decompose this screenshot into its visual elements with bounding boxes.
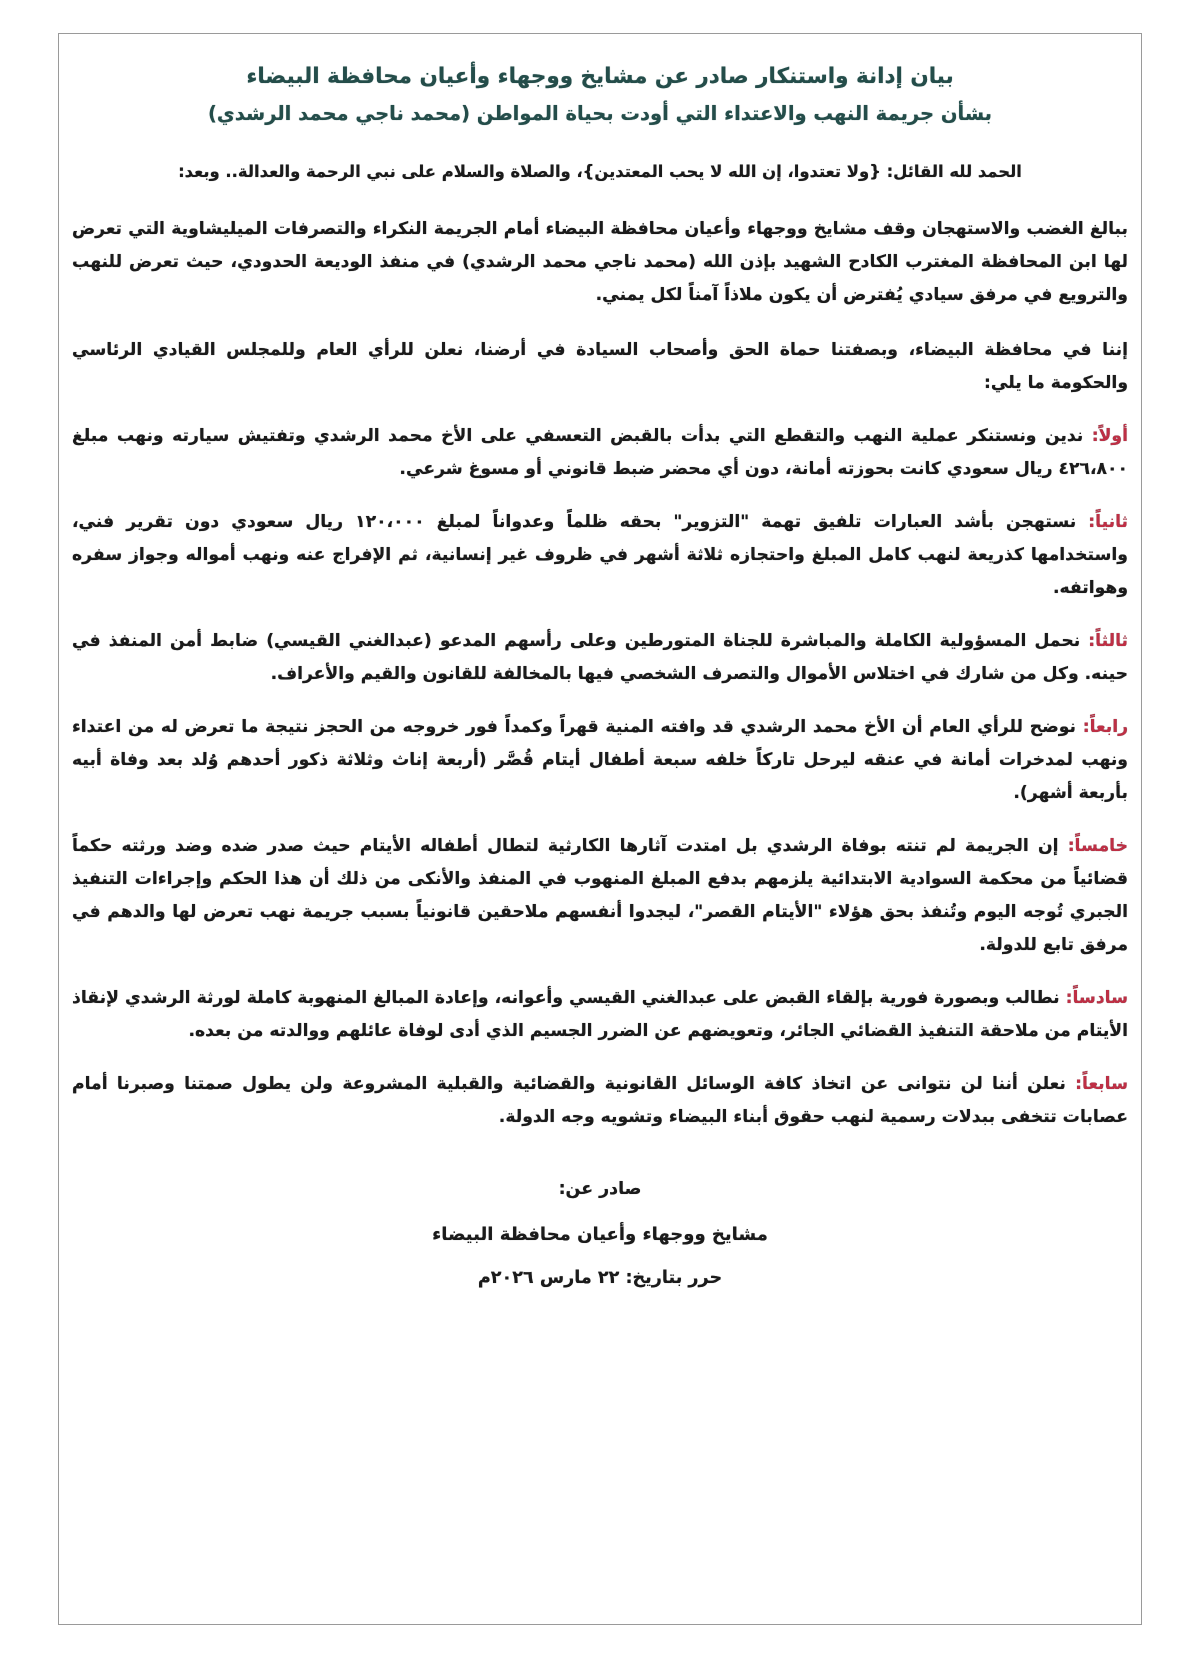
clause-sixth — [72, 982, 1128, 1048]
clause-second — [72, 506, 1128, 605]
clause-ordinal-fifth: خامساً: — [1067, 836, 1128, 857]
issued-by-label: صادر عن: — [558, 1179, 642, 1200]
clause-text-seventh: نعلن أننا لن نتوانى عن اتخاذ كافة الوسائل القانونية والقضائية والقبلية المشروعة ولن يطول صمتنا وصبرنا أمام عصابات تتخفى ببدلات رسمية لنهب حقوق أبناء البيضاء وتشويه وجه الدولة. — [72, 1074, 1128, 1128]
clause-ordinal-second: ثانياً: — [1088, 512, 1129, 533]
document-content — [72, 60, 1128, 1301]
opening-invocation: الحمد لله القائل: {ولا تعتدوا، إن الله لا يحب المعتدين}، والصلاة والسلام على نبي الرحمة والعدالة.. وبعد: — [178, 161, 1022, 181]
clause-ordinal-first: أولاً: — [1091, 426, 1128, 447]
clause-ordinal-sixth: سادساً: — [1065, 988, 1128, 1009]
document-date: حرر بتاريخ: ٢٢ مارس ٢٠٢٦م — [477, 1267, 723, 1288]
declaration-paragraph: إننا في محافظة البيضاء، وبصفتنا حماة الحق وأصحاب السيادة في أرضنا، نعلن للرأي العام وللمجلس القيادي الرئاسي والحكومة ما يلي: — [72, 340, 1128, 394]
clause-fourth — [72, 711, 1128, 810]
clause-text-third: نحمل المسؤولية الكاملة والمباشرة للجناة المتورطين وعلى رأسهم المدعو (عبدالغني القيسي) ضابط أمن المنفذ في حينه. وكل من شارك في اختلاس الأموال والتصرف الشخصي فيها بالمخالفة للقانون والقيم والأعراف. — [72, 631, 1128, 685]
clause-text-fifth: إن الجريمة لم تنته بوفاة الرشدي بل امتدت آثارها الكارثية لتطال أطفاله الأيتام حيث صدر ضده وضد ورثته حكماً قضائياً من محكمة السوادية الابتدائية يلزمهم بدفع المبلغ المنهوب في المنفذ والأنكى من ذلك أن هذا الحكم وإجراءات التنفيذ الجبري تُوجه اليوم وتُنفذ بحق هؤلاء "الأيتام القصر"، ليجدوا أنفسهم ملاحقين قانونياً بسبب جريمة نهب تعرض لها والدهم في مرفق تابع للدولة. — [72, 836, 1128, 956]
title-line-secondary: بشأن جريمة النهب والاعتداء التي أودت بحياة المواطن (محمد ناجي محمد الرشدي) — [207, 102, 993, 126]
clause-seventh — [72, 1068, 1128, 1134]
document-title-block — [72, 60, 1128, 130]
clause-text-sixth: نطالب وبصورة فورية بإلقاء القبض على عبدالغني القيسي وأعوانه، وإعادة المبالغ المنهوبة كاملة لورثة الرشدي لإنقاذ الأيتام من ملاحقة التنفيذ القضائي الجائر، وتعويضهم عن الضرر الجسيم الذي أدى لوفاة عائلهم ووالدته من بعده. — [72, 988, 1128, 1042]
issuer-name: مشايخ ووجهاء وأعيان محافظة البيضاء — [432, 1223, 768, 1245]
closing-block — [72, 1168, 1128, 1301]
clause-third — [72, 625, 1128, 691]
clause-ordinal-third: ثالثاً: — [1088, 631, 1128, 652]
clause-text-fourth: نوضح للرأي العام أن الأخ محمد الرشدي قد وافته المنية قهراً وكمداً فور خروجه من الحجز نتيجة ما تعرض له من اعتداء ونهب لمدخرات أمانة في عنقه ليرحل تاركاً خلفه سبعة أطفال أيتام قُصَّر (أربعة إناث وثلاثة ذكور أحدهم وُلد بعد وفاة أبيه بأربعة أشهر). — [72, 717, 1128, 804]
clause-ordinal-seventh: سابعاً: — [1075, 1074, 1128, 1095]
clause-text-first: ندين ونستنكر عملية النهب والتقطع التي بدأت بالقبض التعسفي على الأخ محمد الرشدي وتفتيش سيارته ونهب مبلغ ٤٢٦،٨٠٠ ريال سعودي كانت بحوزته أمانة، دون أي محضر ضبط قانوني أو مسوغ شرعي. — [72, 426, 1128, 480]
title-line-primary: بيان إدانة واستنكار صادر عن مشايخ ووجهاء وأعيان محافظة البيضاء — [246, 64, 954, 89]
clause-fifth — [72, 830, 1128, 962]
intro-paragraph: ببالغ الغضب والاستهجان وقف مشايخ ووجهاء وأعيان محافظة البيضاء أمام الجريمة النكراء والتصرفات الميليشاوية التي تعرض لها ابن المحافظة المغترب الكادح الشهيد بإذن الله (محمد ناجي محمد الرشدي) في منفذ الوديعة الحدودي، حيث تعرض للنهب والترويع في مرفق سيادي يُفترض أن يكون ملاذاً آمناً لكل يمني. — [72, 219, 1128, 306]
clause-text-second: نستهجن بأشد العبارات تلفيق تهمة "التزوير" بحقه ظلماً وعدواناً لمبلغ ١٢٠،٠٠٠ ريال سعودي دون تقرير فني، واستخدامها كذريعة لنهب كامل المبلغ واحتجازه ثلاثة أشهر في ظروف غير إنسانية، ثم الإفراج عنه ونهب أمواله وجواز سفره وهواتفه. — [72, 512, 1128, 599]
clause-ordinal-fourth: رابعاً: — [1082, 717, 1128, 738]
clause-first — [72, 420, 1128, 486]
